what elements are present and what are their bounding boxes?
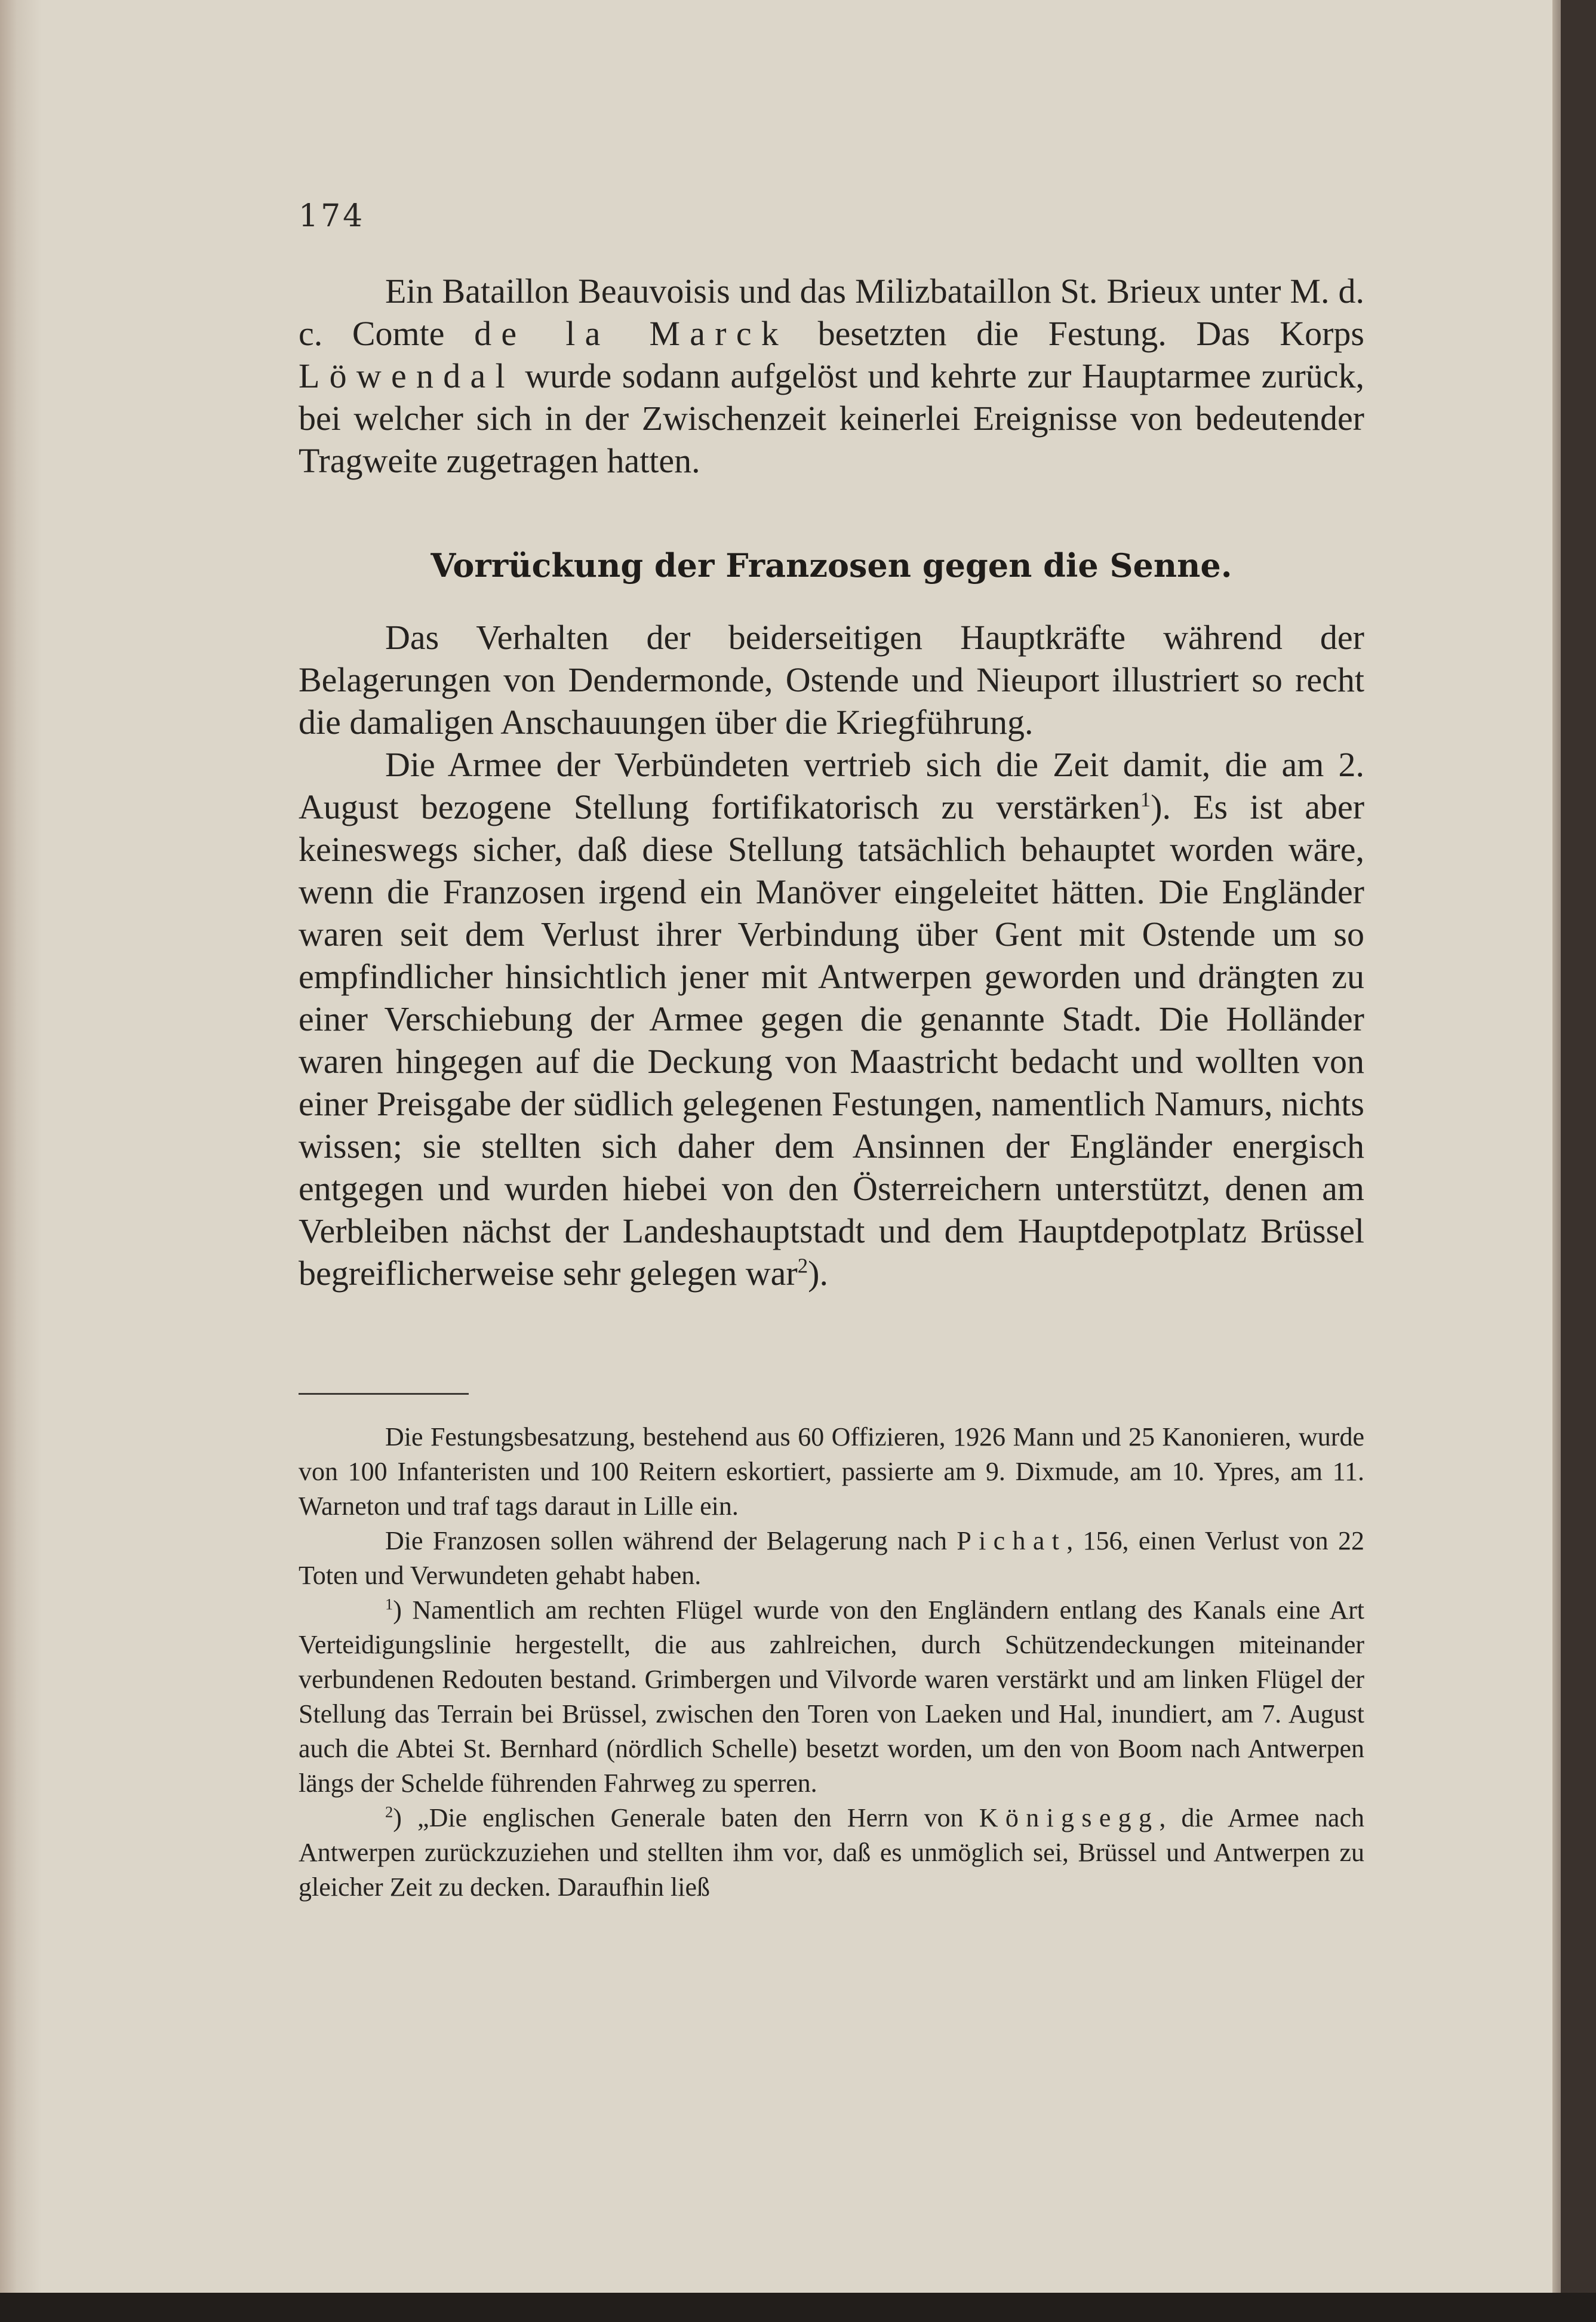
paragraph-1 — [299, 270, 1364, 482]
footnote-2: $^2$) „Die englischen Generale baten den Herrn von Königsegg, die Armee nach Antwerpen zurückzuziehen und stellten ihm vor, daß es unmöglich sei, Brüssel und Antwerpen zu gleicher Zeit zu decken. Daraufhin ließ — [299, 1803, 1364, 1902]
footnote-1: $^1$) Namentlich am rechten Flügel wurde von den Engländern entlang des Kanals eine Art Verteidigungslinie hergestellt, die aus zahlreichen, durch Schützendeckungen miteinander verbundenen Redouten bestand. Grimbergen und Vilvorde waren verstärkt und am linken Flügel der Stellung das Terrain bei Brüssel, zwischen den Toren von Laeken und Hal, inundiert, am 7. August auch die Abtei St. Bernhard (nördlich Schelle) besetzt worden, um den von Boom nach Antwerpen längs der Schelde führenden Fahrweg zu sperren. — [299, 1595, 1364, 1798]
footnote-garrison: Die Festungsbesatzung, bestehend aus 60 Offizieren, 1926 Mann und 25 Kanonieren, wurde von 100 Infanteristen und 100 Reitern eskortiert, passierte am 9. Dixmude, am 10. Ypres, am 11. Warneton und traf tags daraut in Lille ein. — [299, 1422, 1364, 1521]
page-edge — [1552, 0, 1561, 2293]
footnote-divider — [299, 1393, 469, 1395]
main-text — [299, 616, 1364, 1294]
name-loewendal: Löwendal — [299, 356, 515, 395]
name-koenigsegg: Königsegg — [979, 1803, 1160, 1832]
spine-shadow — [0, 0, 42, 2293]
paragraph-2: Das Verhalten der beiderseitigen Hauptkräfte während der Belagerungen von Dendermonde, Ostende und Nieuport illustriert so recht die damaligen Anschauungen über die Kriegführung. — [299, 618, 1364, 742]
footnote-mark-1: 1 — [385, 1595, 393, 1613]
name-de-la-marck: de la Marck — [474, 314, 789, 353]
footnote-ref-2: 2 — [797, 1254, 808, 1278]
dark-right-border — [1561, 0, 1596, 2322]
dark-bottom-border — [0, 2293, 1596, 2322]
footnote-losses: Die Franzosen sollen während der Belagerung nach Pichat, 156, einen Verlust von 22 Toten und Verwundeten gehabt haben. — [299, 1526, 1364, 1590]
page-number: 174 — [299, 198, 365, 234]
paragraph-3: Die Armee der Verbündeten vertrieb sich die Zeit damit, die am 2. August bezogene Stellung fortifikatorisch zu verstärken$^1$). Es ist aber keineswegs sicher, daß diese Stellung tatsächlich behauptet worden wäre, wenn die Franzosen irgend ein Manöver eingeleitet hätten. Die Engländer waren seit dem Verlust ihrer Verbindung über Gent mit Ostende um so empfindlicher hinsichtlich jener mit Antwerpen geworden und drängten zu einer Verschiebung der Armee gegen die genannte Stadt. Die Holländer waren hingegen auf die Deckung von Maastricht bedacht und wollten von einer Preisgabe der südlich gelegenen Festungen, namentlich Namurs, nichts wissen; sie stellten sich daher dem Ansinnen der Engländer energisch entgegen und wurden hiebei von den Österreichern unterstützt, denen am Verbleiben nächst der Landeshauptstadt und dem Hauptdepotplatz Brüssel begreiflicherweise sehr gelegen war$^2$). — [299, 745, 1365, 1293]
footnote-mark-2: 2 — [385, 1803, 393, 1821]
footnotes — [299, 1420, 1364, 1905]
name-pichat: Pichat — [957, 1526, 1067, 1555]
footnote-ref-1: 1 — [1140, 788, 1151, 811]
paragraph-1-text: Ein Bataillon Beauvoisis und das Milizbataillon St. Brieux unter M. d. c. Comte de la Marck besetzten die Festung. Das Korps Löwendal wurde sodann aufgelöst und kehrte zur Hauptarmee zurück, bei welcher sich in der Zwischenzeit keinerlei Ereignisse von bedeutender Tragweite zugetragen hatten. — [299, 272, 1364, 480]
section-heading: Vorrückung der Franzosen gegen die Senne. — [430, 546, 1232, 585]
